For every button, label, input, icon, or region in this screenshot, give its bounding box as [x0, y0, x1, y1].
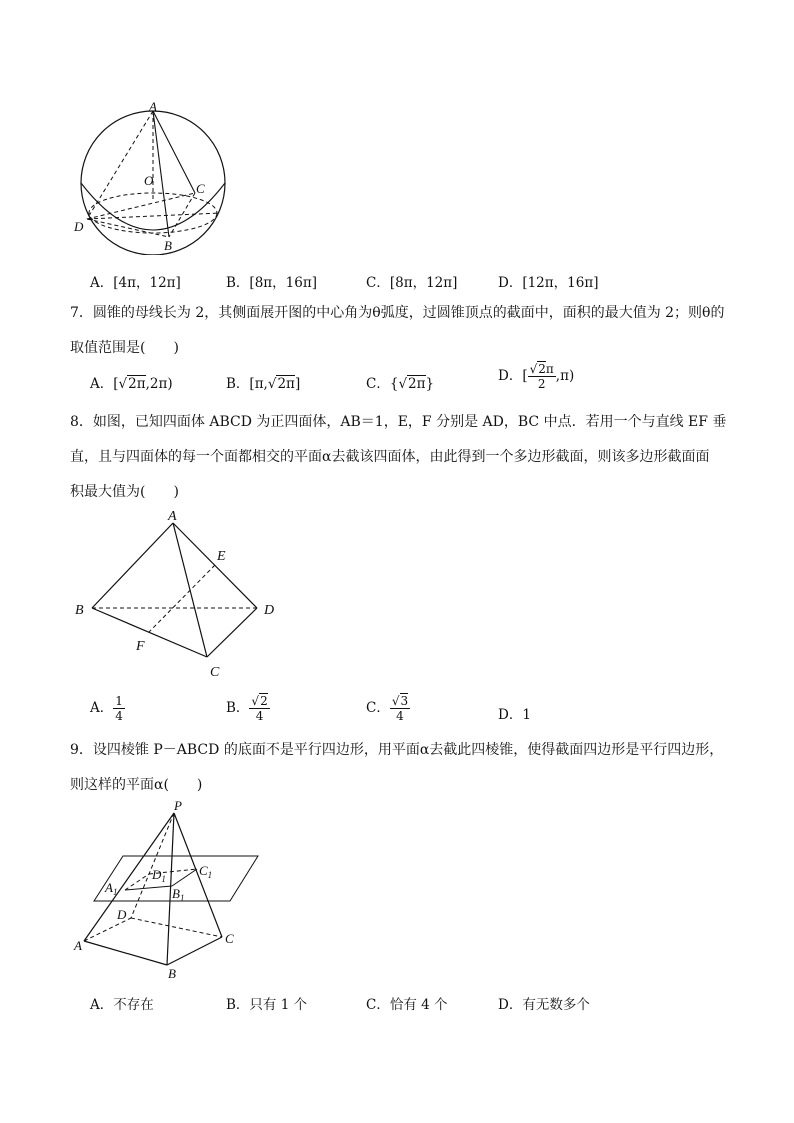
- q8-option-d[interactable]: D．1: [498, 707, 531, 723]
- label-b: B: [75, 603, 84, 618]
- q9-stem: [70, 733, 730, 803]
- q6-option-d[interactable]: D．[12π，16π]: [498, 275, 599, 291]
- q8-option-a[interactable]: A． $\frac{1}{4}$: [90, 694, 123, 723]
- q8-line-1: 8．如图，已知四面体 ABCD 为正四面体，AB＝1，E，F 分别是 AD，BC 中点．若用一个与直线 EF 垂: [70, 414, 727, 430]
- label-c: C: [225, 931, 234, 946]
- q7-line-1: 7．圆锥的母线长为 2，其侧面展开图的中心角为θ弧度，过圆锥顶点的截面中，面积的最大值为 2；则θ的: [70, 305, 725, 321]
- q7-stem: [70, 296, 730, 366]
- label-f: F: [136, 639, 145, 654]
- q9-options: [90, 993, 770, 1017]
- label-d: D: [264, 603, 275, 618]
- q8-option-c[interactable]: C． $\frac{√3}{4}$: [366, 694, 409, 723]
- q8-line-2: 直，且与四面体的每一个面都相交的平面α去截该四面体，由此得到一个多边形截面，则该多边形截面面: [70, 449, 710, 465]
- q8-stem: [70, 405, 730, 510]
- q8-options: [90, 694, 770, 730]
- label-a1: $A_1$: [105, 880, 118, 897]
- q8-option-b[interactable]: B． $\frac{√2}{4}$: [226, 694, 268, 723]
- q7-option-b[interactable]: B．[π,√2π]: [226, 376, 301, 392]
- label-b1: $B_1$: [172, 886, 185, 903]
- label-c1: $C_1$: [199, 863, 213, 880]
- label-b: B: [168, 966, 176, 981]
- q6-options: [90, 271, 770, 295]
- label-d: D: [117, 907, 127, 922]
- label-c: C: [196, 181, 205, 196]
- q9-line-2: 则这样的平面α( ): [70, 777, 203, 793]
- q6-option-a[interactable]: A．[4π，12π]: [90, 275, 181, 291]
- label-e: E: [217, 549, 226, 564]
- q7-option-a[interactable]: A．[√2π,2π): [90, 376, 173, 392]
- label-a: A: [149, 99, 157, 114]
- label-o: O: [144, 173, 154, 188]
- q8-line-3: 积最大值为( ): [70, 484, 179, 500]
- q7-options: [90, 362, 770, 396]
- q9-option-d[interactable]: D．有无数多个: [498, 997, 590, 1013]
- q9-line-1: 9．设四棱锥 P－ABCD 的底面不是平行四边形，用平面α去截此四棱锥，使得截面四边形是平行四边形，: [70, 742, 724, 758]
- q9-option-a[interactable]: A．不存在: [90, 997, 154, 1013]
- label-b: B: [164, 238, 172, 253]
- q9-option-c[interactable]: C．恰有 4 个: [366, 997, 448, 1013]
- label-a: A: [74, 938, 82, 953]
- label-a: A: [168, 509, 177, 524]
- q6-option-c[interactable]: C．[8π，12π]: [366, 275, 458, 291]
- q6-option-b[interactable]: B．[8π，16π]: [226, 275, 317, 291]
- label-d: D: [74, 219, 84, 234]
- q7-option-d[interactable]: D．[ $\frac{√2\pi}{2}$ ,π): [498, 362, 575, 391]
- sphere-figure: [70, 95, 240, 255]
- label-p: P: [174, 798, 182, 813]
- q9-option-b[interactable]: B．只有 1 个: [226, 997, 308, 1013]
- label-c: C: [210, 665, 220, 680]
- q7-option-c[interactable]: C．{√2π}: [366, 376, 435, 392]
- q7-line-2: 取值范围是( ): [70, 340, 179, 356]
- label-d1: $D_1$: [152, 867, 166, 884]
- tetrahedron-figure: [70, 500, 290, 690]
- pyramid-figure: [70, 797, 270, 983]
